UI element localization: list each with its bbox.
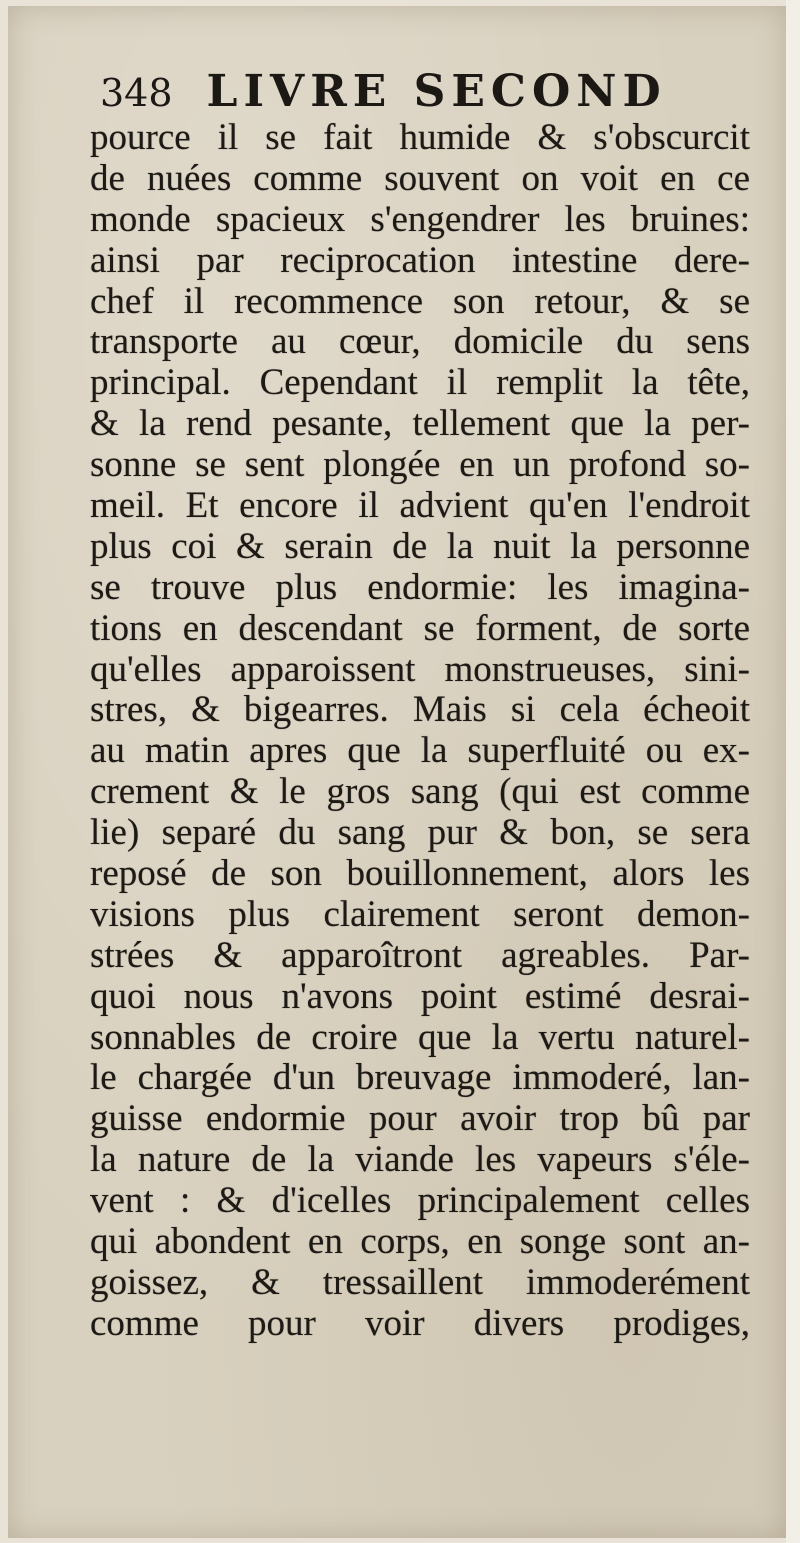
text-line: reposé de son bouillonnement, alors les: [90, 854, 750, 895]
text-line: transporte au cœur, domicile du sens: [90, 322, 750, 363]
page-header: [100, 66, 667, 117]
text-line: principal. Cependant il remplit la tête,: [90, 363, 750, 404]
text-line: stres, & bigearres. Mais si cela écheoit: [90, 690, 750, 731]
text-line: monde spacieux s'engendrer les bruines:: [90, 199, 750, 240]
text-line: le chargée d'un breuvage immoderé, lan-: [90, 1058, 750, 1099]
text-line: strées & apparoîtront agreables. Par-: [90, 935, 750, 976]
text-line: quoi nous n'avons point estimé desrai-: [90, 976, 750, 1017]
text-line: pource il se fait humide & s'obscurcit: [90, 118, 750, 158]
text-line: comme pour voir divers prodiges,: [90, 1303, 750, 1344]
text-line: qui abondent en corps, en songe sont an-: [90, 1222, 750, 1263]
text-line: la nature de la viande les vapeurs s'éle-: [90, 1140, 750, 1181]
page-number: 348: [100, 71, 173, 115]
scan-margin: [786, 0, 800, 1543]
text-line: au matin apres que la superfluité ou ex-: [90, 731, 750, 772]
text-line: visions plus clairement seront demon-: [90, 894, 750, 935]
text-line: & la rend pesante, tellement que la per-: [90, 404, 750, 445]
text-line: vent : & d'icelles principalement celles: [90, 1181, 750, 1222]
text-line: ainsi par reciprocation intestine dere-: [90, 240, 750, 281]
text-line: sonnables de croire que la vertu naturel-: [90, 1017, 750, 1058]
text-line: goissez, & tressaillent immoderément: [90, 1262, 750, 1303]
text-line: plus coi & serain de la nuit la personne: [90, 526, 750, 567]
text-line: guisse endormie pour avoir trop bû par: [90, 1099, 750, 1140]
text-line: tions en descendant se forment, de sorte: [90, 608, 750, 649]
text-line: chef il recommence son retour, & se: [90, 281, 750, 322]
running-title: LIVRE SECOND: [206, 66, 667, 117]
text-line: lie) separé du sang pur & bon, se sera: [90, 813, 750, 854]
body-text: [90, 118, 750, 1345]
text-line: sonne se sent plongée en un profond so-: [90, 445, 750, 486]
text-line: crement & le gros sang (qui est comme: [90, 772, 750, 813]
text-line: se trouve plus endormie: les imagina-: [90, 567, 750, 608]
book-page: [8, 6, 786, 1538]
text-line: qu'elles apparoissent monstrueuses, sini-: [90, 649, 750, 690]
text-line: de nuées comme souvent on voit en ce: [90, 158, 750, 199]
text-line: meil. Et encore il advient qu'en l'endroit: [90, 486, 750, 527]
